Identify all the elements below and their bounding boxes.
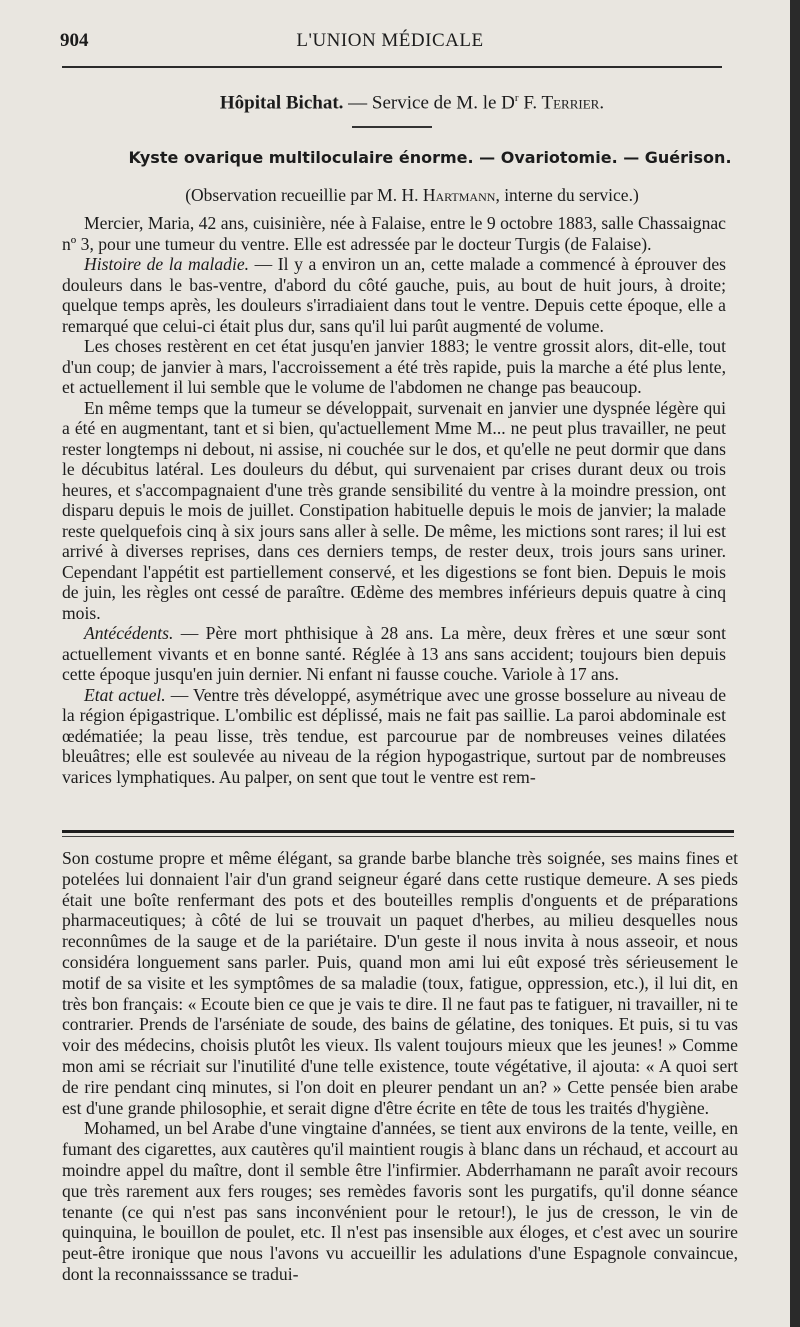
antecedents-text: — Père mort phthisique à 28 ans. La mère, deux frères et une sœur sont actuellement vivants et en bonne santé. Réglée à 13 ans sans accident; toujours bien depuis cette époque jusqu'en juin dernier. Ni enfant ni fausse couche. Variole à 17 ans. — [62, 623, 726, 684]
paragraph-patient-intro: Mercier, Maria, 42 ans, cuisinière, née à Falaise, entre le 9 octobre 1883, salle Chassaignac nº 3, pour une tumeur du ventre. Elle est adressée par le docteur Turgis (de Falaise). — [62, 213, 726, 254]
paragraph-history — [62, 254, 726, 336]
feuilleton-paragraph-2: Mohamed, un bel Arabe d'une vingtaine d'années, se tient aux environs de la tente, veille, en fumant des cigarettes, aux cautères qu'il maintient rougis à blanc dans un réchaud, et accourt au moindre appel du maître, dont il semble être l'infirmier. Abderrhamann ne paraît avoir recours que très rarement aux fers rouges; ses remèdes favoris sont les purgatifs, qu'il donne séance tenante (ce qui n'est pas sans inconvénient pour le retour!), le jus de cresson, le vin de quinquina, le bouillon de poulet, etc. Il n'est pas insensible aux éloges, et c'est avec un sourire peut-être ironique que nous l'avons vu accueillir les adulations d'une Espagnole convaincue, dont la reconnaisssance se tradui- — [62, 1118, 738, 1284]
current-state-text: — Ventre très développé, asymétrique avec une grosse bosselure au niveau de la région épigastrique. L'ombilic est déplissé, mais ne fait pas saillie. La paroi abdominale est œdématiée; la peau lisse, très tendue, est parcourue par de nombreuses veines dilatées bleuâtres; elle est soulevée au niveau de la région hypogastrique, surtout par de nombreuses varices lymphatiques. Au palper, on sent que tout le ventre est rem- — [62, 684, 726, 787]
current-state-label: Etat actuel. — [84, 684, 166, 705]
service-prefix: — Service de M. le D — [343, 92, 515, 114]
observer-name: Hartmann — [422, 185, 496, 205]
surgeon-name: F. Terrier. — [518, 92, 605, 114]
journal-title: L'UNION MÉDICALE — [296, 30, 484, 51]
feuilleton-paragraph-1: Son costume propre et même élégant, sa grande barbe blanche très soignée, ses mains fines et potelées lui donnaient l'air d'un grand seigneur égaré dans cette rustique demeure. A ses pieds était une boîte renfermant des pots et des bouteilles remplis d'onguents et de préparations pharmaceutiques; à côté de lui se trouvait un paquet d'herbes, au milieu desquelles nous reconnûmes de la sauge et de la pariétaire. D'un geste il nous invita à nous asseoir, et nous considéra longuement sans parler. Puis, quand mon ami lui eût exposé très sérieusement le motif de sa visite et les symptômes de sa maladie (toux, fatigue, oppression, etc.), il lui dit, en très bon français: « Ecoute bien ce que je vais te dire. Il ne faut pas te fatiguer, ni travailler, ni te contrarier. Prends de l'arséniate de soude, des bains de gélatine, des toniques. Et puis, si tu vas voir des médecins, choisis plutôt les vieux. Ils valent toujours mieux que les jeunes! » Comme mon ami se récriait sur l'inutilité d'une telle existence, toute végétative, il ajouta: « A quoi sert de rire pendant cinq minutes, si l'on doit en pleurer pendant un an? » Cette pensée bien arabe est d'une grande philosophie, et serait digne d'être écrite en tête de tous les traités d'hygiène. — [62, 848, 738, 1118]
history-text: — Il y a environ un an, cette malade a commencé à éprouver des douleurs dans le bas-ventre, d'abord du côté gauche, puis, au bout de huit jours, à droite; quelque temps après, les douleurs s'irradiaient dans tout le ventre. Depuis cette époque, elle a remarqué que celui-ci était plus dur, sans qu'il lui parût augmenté de volume. — [62, 254, 726, 336]
feuilleton-body — [62, 848, 738, 1285]
antecedents-label: Antécédents. — [84, 623, 174, 643]
doctor-title-sup: r — [514, 92, 519, 104]
observation-suffix: , interne du service.) — [495, 185, 639, 205]
paragraph-antecedents — [62, 623, 726, 685]
feuilleton-rule-thin — [62, 836, 734, 837]
case-title: Kyste ovarique multiloculaire énorme. — Ovariotomie. — Guérison. — [128, 148, 732, 167]
page-edge-shadow — [790, 0, 800, 1327]
paragraph-current-state — [62, 685, 726, 788]
paragraph-symptoms: En même temps que la tumeur se développait, survenait en janvier une dyspnée légère qui a été en augmentant, tant et si bien, qu'actuellement Mme M... ne peut plus travailler, ne peut rester longtemps ni debout, ni assise, ni couchée sur le dos, et qu'elle ne peut dormir que dans le décubitus latéral. Les douleurs du début, qui survenaient par crises durant deux ou trois heures, et s'accompagnaient d'une très grande sensibilité du ventre à la moindre pression, ont disparu depuis le mois de juillet. Constipation habituelle depuis le mois de janvier; la malade reste quelquefois cinq à six jours sans aller à selle. De même, les mictions sont rares; il lui est arrivé à diverses reprises, dans ces derniers temps, de rester deux, trois jours sans uriner. Cependant l'appétit est partiellement conservé, et les digestions se font bien. Depuis le mois de juin, les règles ont cessé de paraître. Œdème des membres inférieurs depuis quatre à cinq mois. — [62, 397, 726, 623]
section-separator — [352, 126, 432, 128]
header-rule — [62, 66, 722, 68]
running-header — [60, 30, 720, 58]
case-report-body — [62, 213, 726, 787]
paragraph-progression: Les choses restèrent en cet état jusqu'en janvier 1883; le ventre grossit alors, dit-elle, tout d'un coup; de janvier à mars, l'accroissement a été très rapide, puis la marche a été plus lente, et actuellement il lui semble que le volume de l'abdomen ne change pas beaucoup. — [62, 336, 726, 397]
observation-credit — [62, 185, 762, 206]
feuilleton-rule — [62, 830, 734, 833]
hospital-heading — [62, 92, 762, 114]
history-label: Histoire de la maladie. — [84, 254, 250, 274]
page-number: 904 — [60, 30, 89, 51]
observation-prefix: (Observation recueillie par M. H. — [185, 185, 423, 205]
hospital-name: Hôpital Bichat. — [219, 92, 344, 114]
